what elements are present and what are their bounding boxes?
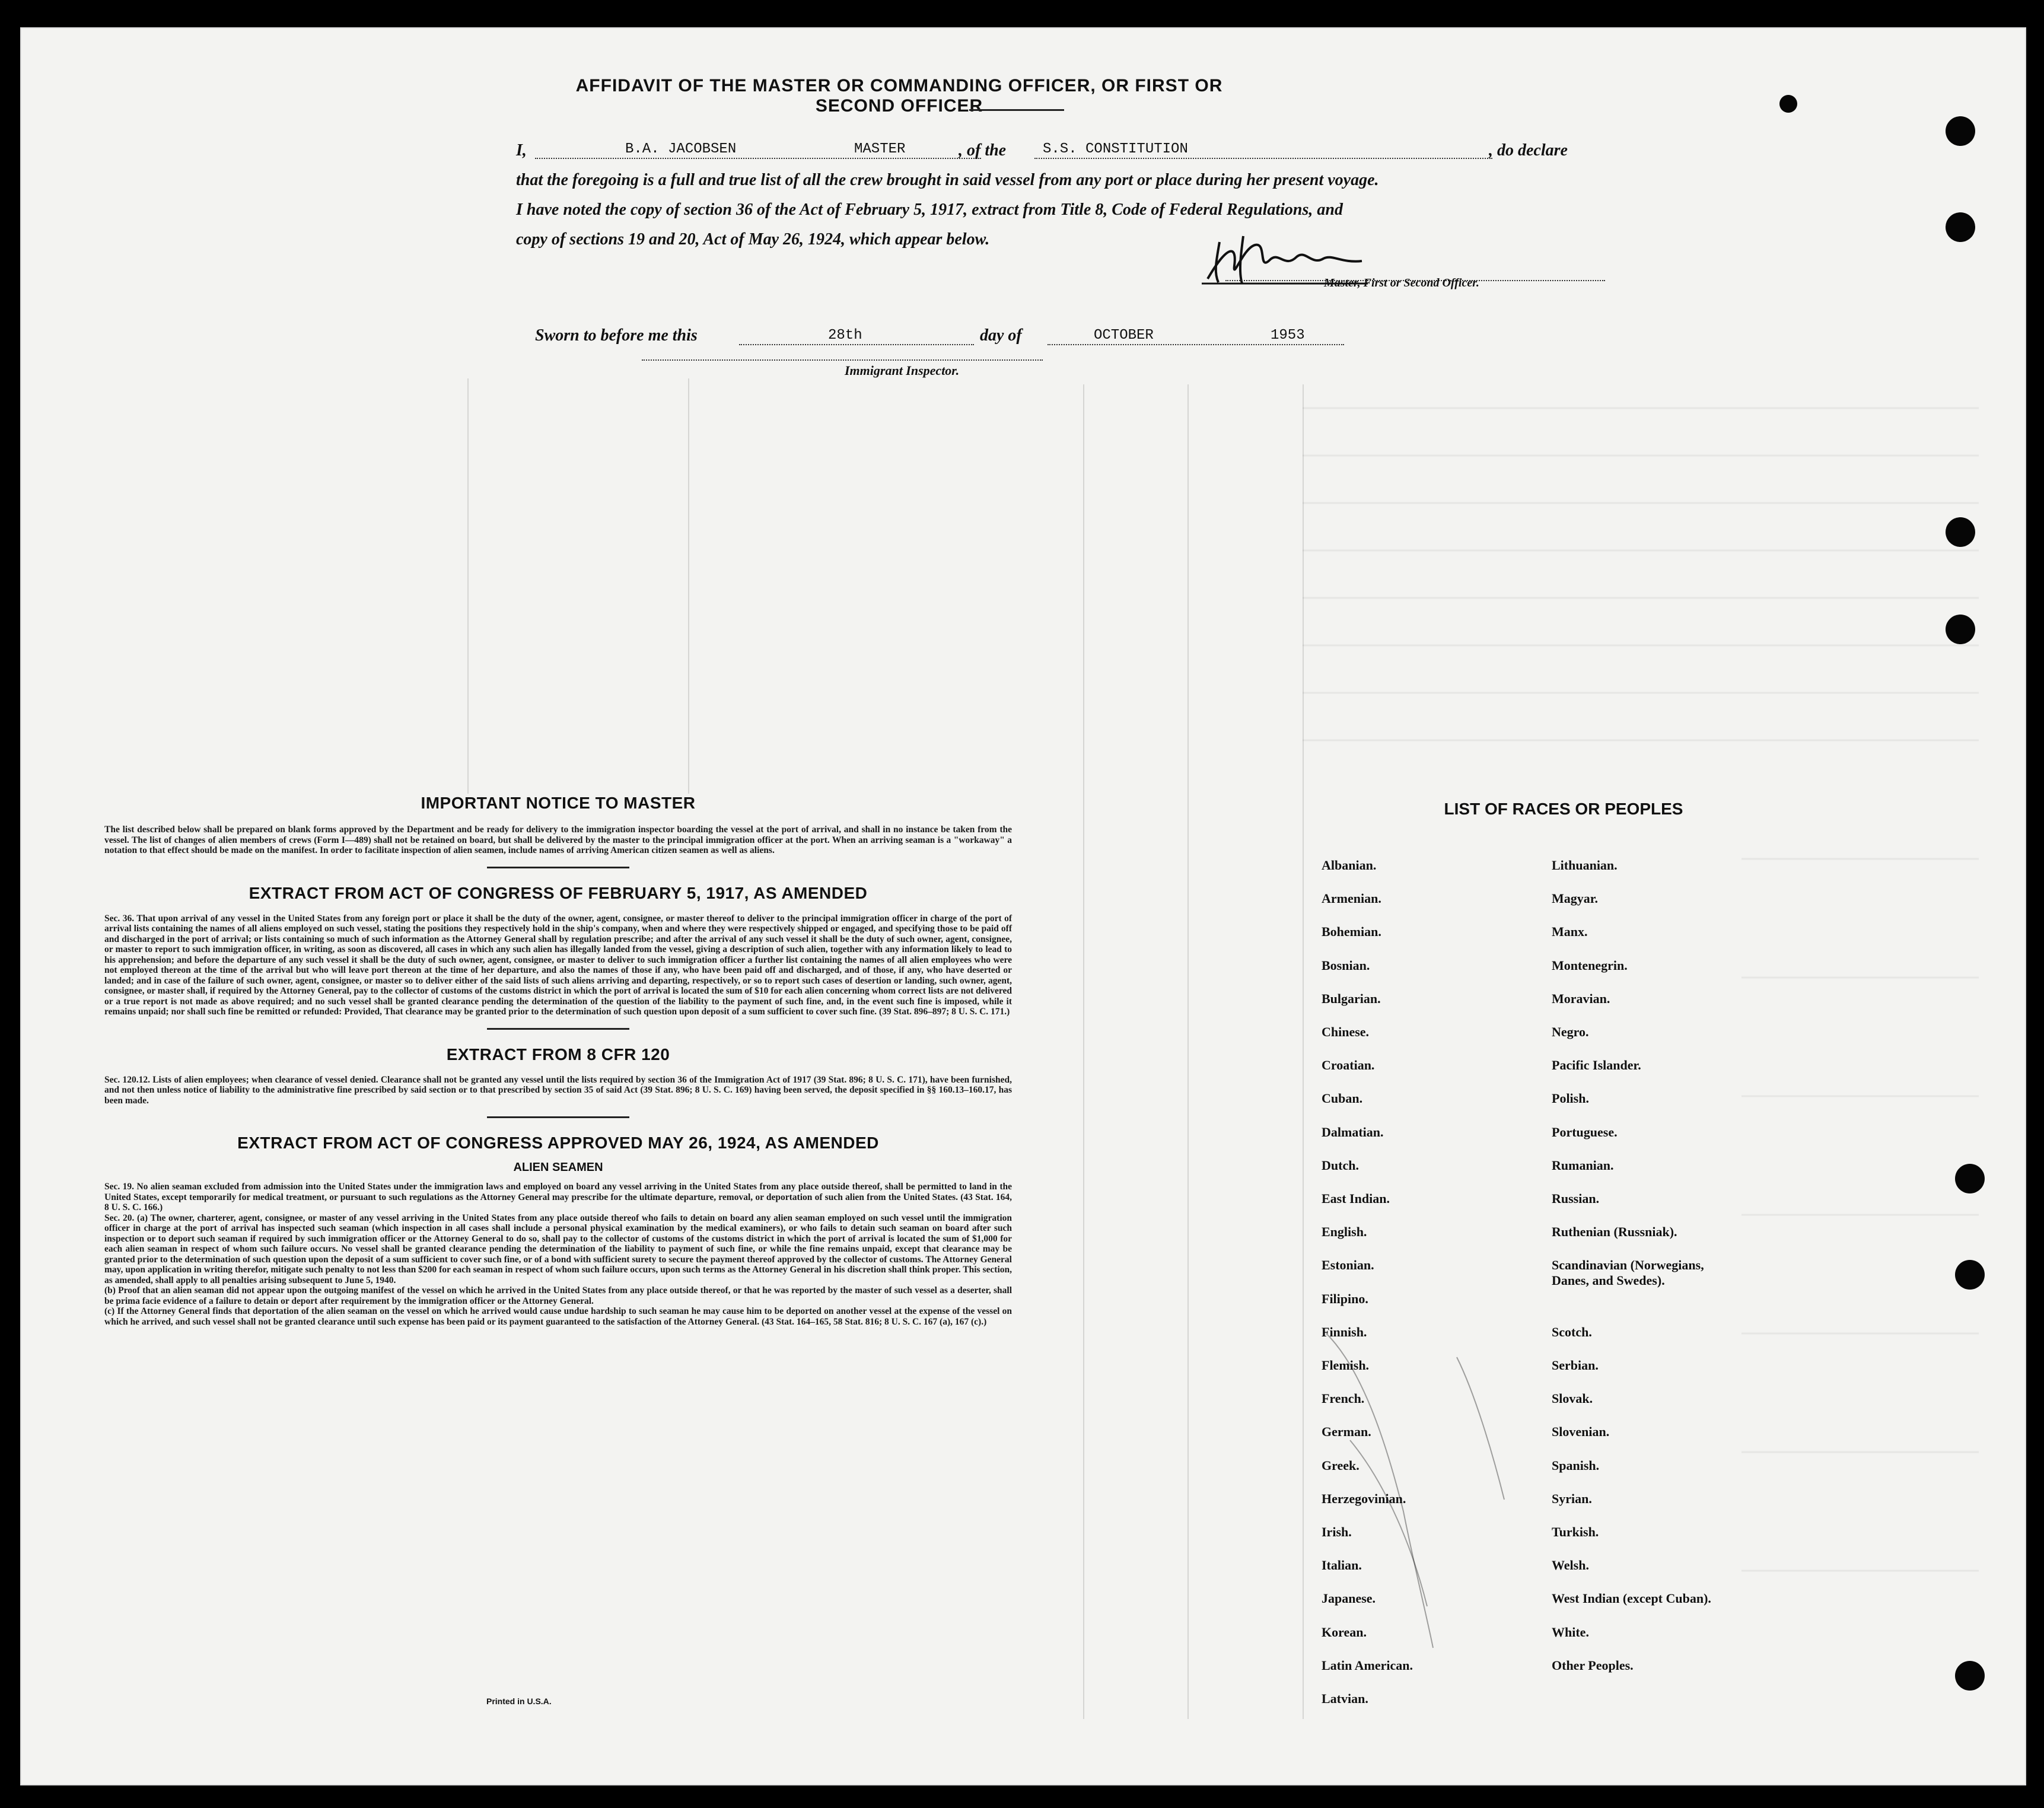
race-item: Bohemian.	[1322, 924, 1381, 940]
race-item: Rumanian.	[1552, 1157, 1614, 1173]
affidavit-i: I,	[516, 141, 527, 160]
race-item: Serbian.	[1552, 1358, 1599, 1373]
notices-column	[104, 794, 1012, 1327]
day-of-label: day of	[980, 326, 1022, 345]
race-item: Pacific Islander.	[1552, 1058, 1641, 1073]
extract-1917-text: Sec. 36. That upon arrival of any vessel in the United States from any foreign port or place it shall be the duty of the owner, agent, consignee, or master thereof to deliver to the principal immigration officer in charge of the port of arrival lists containing the names of all aliens employed on such vessel, stating the positions they respectively hold in the ship's company, when and where they were respectively shipped or engaged, and specifying those to be paid off and discharged in the port of arrival; or lists containing so much of such information as the Attorney General shall by regulation prescribe; and after the arrival of any such vessel it shall be the duty of such owner, agent, consignee, or master to report to such immigration officer, in writing, as soon as discovered, all cases in which any such alien has illegally landed from the vessel, giving a description of such alien, together with any information likely to lead to his apprehension; and before the departure of any such vessel it shall be the duty of such owner, agent, consignee, or master to deliver to such immigration officer a further list containing the names of all alien employees who were not employed thereon at the time of the arrival but who will leave port thereon at the time of her departure, and also the names of those if any, who have been paid off and discharged, and of those, if any, who have deserted or landed; and in case of the failure of such owner, agent, consignee, or master so to deliver either of the said lists of such aliens arriving and departing, respectively, or so to report such cases of desertion or landing, such owner, agent, consignee, or master shall, if required by the Attorney General, pay to the collector of customs of the customs district in which the port of arrival is located the sum of $10 for each alien concerning whom correct lists are not delivered or a true report is not made as above required; and no such vessel shall be granted clearance pending the determination of the question of the liability to the payment of such fine, and, in the event such fine is imposed, while it remains unpaid; nor shall such fine be remitted or refunded: Provided, That clearance may be granted prior to the determination of such question upon deposit of a sum sufficient to cover such fine. (39 Stat. 896–897; 8 U. S. C. 171.)	[104, 913, 1012, 1017]
race-item: West Indian (except Cuban).	[1552, 1591, 1711, 1606]
master-rank: MASTER	[854, 141, 906, 157]
race-item: East Indian.	[1322, 1191, 1390, 1206]
affidavit-line-2: that the foregoing is a full and true list of all the crew brought in said vessel from any port or place during her present voyage.	[516, 171, 1379, 189]
of-the-label: , of the	[959, 141, 1007, 160]
ruling-line	[1303, 384, 1304, 1719]
race-item: Filipino.	[1322, 1291, 1368, 1306]
extract-1924-subtitle: ALIEN SEAMEN	[513, 1161, 603, 1174]
section-rule	[487, 867, 629, 868]
race-item: Latvian.	[1322, 1691, 1368, 1706]
title-underline	[969, 109, 1064, 111]
extract-cfr-text: Sec. 120.12. Lists of alien employees; when clearance of vessel denied. Clearance shall not be granted any vessel until the lists required by section 36 of the Immigration Act of 1917 (39 Stat. 896; 8 U. S. C. 171), have been furnished, and not then unless notice of liability to the administrative fine prescribed by said section or to that prescribed by section 35 of said Act (39 Stat. 896; 8 U. S. C. 169) having been served, the deposit specified in §§ 160.13–160.17, has been made.	[104, 1074, 1012, 1106]
race-item: Albanian.	[1322, 858, 1377, 873]
race-item: White.	[1552, 1624, 1589, 1640]
race-item: Spanish.	[1552, 1457, 1600, 1473]
race-item: German.	[1322, 1424, 1371, 1440]
notice-title: IMPORTANT NOTICE TO MASTER	[421, 794, 696, 812]
extract-1924-sec20a: Sec. 20. (a) The owner, charterer, agent, consignee, or master of any vessel arriving in the United States from any place outside thereof who fails to detain on board any alien seaman employed on such vessel until the immigration officer in charge at the port of arrival has inspected such seaman (which inspection in all cases shall include a personal physical examination by the medical examiners), or who fails to detain such seaman on board after such inspection or to deport such seaman if required by such immigration officer or the Attorney General to do so, shall pay to the collector of customs of the customs district in which the port of arrival is located the sum of $1,000 for each alien seaman in respect of whom such failure occurs. No vessel shall be granted clearance pending the determination of the liability to payment of such fine, or while the fine remains unpaid, except that clearance may be granted prior to the determination of such question upon the deposit of a sum sufficient to cover such fine, or of a bond with sufficient surety to secure the payment thereof approved by the collector of customs. The Attorney General may, upon application in writing therefor, mitigate such penalty to not less than $200 for each seaman in respect of whom such failure occurs, upon such terms as the Attorney General in his discretion shall think proper. This section, as amended, shall apply to all penalties arising subsequent to June 5, 1940.	[104, 1212, 1012, 1285]
race-item: Herzegovinian.	[1322, 1491, 1406, 1506]
race-item: Syrian.	[1552, 1491, 1592, 1506]
inspector-caption: Immigrant Inspector.	[845, 363, 960, 378]
race-item: Finnish.	[1322, 1324, 1367, 1339]
affidavit-title: AFFIDAVIT OF THE MASTER OR COMMANDING OFFICER, OR FIRST OR SECOND OFFICER	[575, 76, 1223, 116]
ruling-line	[688, 378, 689, 794]
printed-in-usa: Printed in U.S.A.	[486, 1696, 552, 1706]
master-caption: Master, First or Second Officer.	[1324, 276, 1479, 289]
master-name: B.A. JACOBSEN	[625, 141, 737, 157]
sworn-label: Sworn to before me this	[535, 326, 698, 345]
race-item: Korean.	[1322, 1624, 1367, 1640]
vessel-name: S.S. CONSTITUTION	[1043, 141, 1188, 157]
extract-1924-title: EXTRACT FROM ACT OF CONGRESS APPROVED MAY 26, 1924, AS AMENDED	[237, 1134, 879, 1152]
race-item: Scandinavian (Norwegians, Danes, and Swedes).	[1552, 1258, 1704, 1288]
vessel-blank	[1034, 158, 1492, 159]
race-item: Chinese.	[1322, 1024, 1370, 1039]
race-item: Dalmatian.	[1322, 1124, 1384, 1139]
notice-text: The list described below shall be prepared on blank forms approved by the Department and be ready for delivery to the immigration inspector boarding the vessel at the port of arrival, and shall in no instance be taken from the vessel. The list of changes of alien members of crews (Form I—489) shall not be retained on board, but shall be delivered by the master to the principal immigration officer at the port. When an arriving seaman is a "workaway" a notation to that effect should be made on the manifest. In order to facilitate inspection of alien seamen, include names of arriving American citizen seamen as well as aliens.	[104, 825, 1012, 855]
section-rule	[487, 1116, 629, 1118]
race-item: Scotch.	[1552, 1324, 1592, 1339]
race-item: Japanese.	[1322, 1591, 1376, 1606]
sworn-month: OCTOBER	[1094, 327, 1154, 343]
race-item: Dutch.	[1322, 1157, 1359, 1173]
race-item: French.	[1322, 1391, 1365, 1406]
affidavit-line-4: copy of sections 19 and 20, Act of May 26, 1924, which appear below.	[516, 230, 990, 249]
race-item: Other Peoples.	[1552, 1657, 1634, 1673]
race-item: Bosnian.	[1322, 957, 1370, 973]
extract-cfr-title: EXTRACT FROM 8 CFR 120	[446, 1045, 670, 1064]
race-item: Greek.	[1322, 1457, 1360, 1473]
race-item: Lithuanian.	[1552, 858, 1618, 873]
extract-1924-sec19: Sec. 19. No alien seaman excluded from admission into the United States under the immigration laws and employed on board any vessel arriving in the United States from any place outside thereof, shall be permitted to land in the United States, except temporarily for medical treatment, or pursuant to such regulations as the Attorney General may prescribe for the ultimate departure, removal, or deportation of such alien from the United States. (43 Stat. 164, 8 U. S. C. 166.)	[104, 1182, 1012, 1212]
sworn-day: 28th	[828, 327, 862, 343]
punch-hole	[1946, 517, 1975, 547]
races-title: LIST OF RACES OR PEOPLES	[1444, 800, 1683, 818]
race-item: Armenian.	[1322, 891, 1381, 906]
race-item: Magyar.	[1552, 891, 1599, 906]
punch-hole	[1955, 1661, 1985, 1691]
section-rule	[487, 1028, 629, 1030]
race-item: Russian.	[1552, 1191, 1600, 1206]
race-item: Slovenian.	[1552, 1424, 1610, 1440]
race-item: Bulgarian.	[1322, 991, 1381, 1006]
ruling-line	[467, 378, 469, 794]
race-item: Cuban.	[1322, 1091, 1363, 1106]
ruling-line	[1083, 384, 1084, 1719]
race-item: Ruthenian (Russniak).	[1552, 1224, 1677, 1240]
affidavit-line-3: I have noted the copy of section 36 of the Act of February 5, 1917, extract from Title 8, Code of Federal Regulations, and	[516, 200, 1343, 219]
ruling-line	[1187, 384, 1189, 1719]
race-item: Irish.	[1322, 1524, 1352, 1539]
race-item: Slovak.	[1552, 1391, 1593, 1406]
document-page	[20, 27, 2026, 1785]
punch-hole	[1779, 95, 1797, 113]
race-item: Estonian.	[1322, 1258, 1374, 1273]
race-item: Welsh.	[1552, 1558, 1589, 1573]
race-item: Croatian.	[1322, 1058, 1375, 1073]
race-item: Negro.	[1552, 1024, 1589, 1039]
sworn-month-blank	[1048, 344, 1344, 345]
race-item: Montenegrin.	[1552, 957, 1628, 973]
race-item: Moravian.	[1552, 991, 1610, 1006]
master-name-blank	[535, 158, 981, 159]
punch-hole	[1946, 212, 1975, 242]
sworn-year: 1953	[1271, 327, 1305, 343]
do-declare-label: , do declare	[1489, 141, 1568, 160]
extract-1924-sec20b: (b) Proof that an alien seaman did not appear upon the outgoing manifest of the vessel on which he arrived in the United States from any place outside thereof, or that he was reported by the master of such vessel as a deserter, shall be prima facie evidence of a failure to detain or deport after requirement by the immigration officer or the Attorney General.	[104, 1285, 1012, 1306]
race-item: Flemish.	[1322, 1358, 1370, 1373]
punch-hole	[1955, 1164, 1985, 1193]
race-item: English.	[1322, 1224, 1367, 1240]
race-item: Polish.	[1552, 1091, 1589, 1106]
sworn-day-blank	[739, 344, 974, 345]
race-item: Turkish.	[1552, 1524, 1599, 1539]
punch-hole	[1946, 615, 1975, 644]
extract-1924-sec20c: (c) If the Attorney General finds that deportation of the alien seaman on the vessel on which he arrived would cause undue hardship to such seaman he may cause him to be deported on another vessel at the expense of the vessel on which he arrived, and such vessel shall not be granted clearance until such expense has been paid or its payment guaranteed to the satisfaction of the Attorney General. (43 Stat. 164–165, 58 Stat. 816; 8 U. S. C. 167 (a), 167 (c).)	[104, 1306, 1012, 1327]
race-item: Italian.	[1322, 1558, 1362, 1573]
extract-1917-title: EXTRACT FROM ACT OF CONGRESS OF FEBRUARY 5, 1917, AS AMENDED	[249, 883, 868, 902]
inspector-blank	[642, 359, 1043, 361]
race-item: Manx.	[1552, 924, 1588, 940]
race-item: Latin American.	[1322, 1657, 1413, 1673]
race-item: Portuguese.	[1552, 1124, 1618, 1139]
punch-hole	[1955, 1260, 1985, 1290]
punch-hole	[1946, 116, 1975, 146]
